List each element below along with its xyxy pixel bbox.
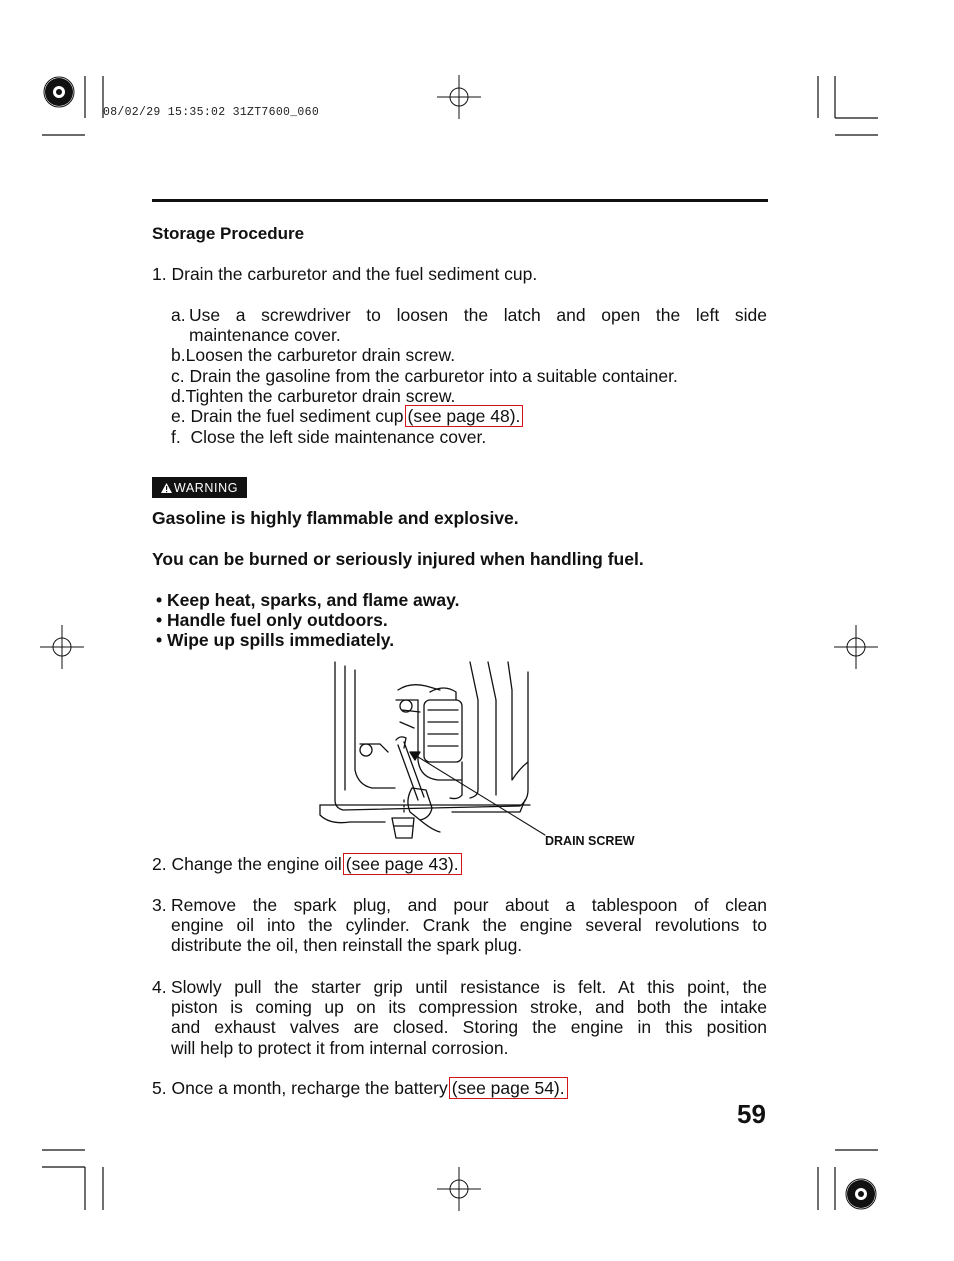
- step-number: 1.: [152, 264, 167, 284]
- see-page-48-link[interactable]: (see page 48).: [405, 405, 524, 427]
- substep-f: f. Close the left side maintenance cover.: [171, 427, 487, 447]
- step-text: Drain the carburetor and the fuel sediment cup.: [171, 264, 538, 284]
- warning-line-2: You can be burned or seriously injured when handling fuel.: [152, 549, 644, 569]
- step-3-number: 3.: [152, 895, 167, 915]
- step-4-line1: Slowly pull the starter grip until resistance is felt. At this point, the: [171, 977, 767, 997]
- warning-bullet-3: • Wipe up spills immediately.: [156, 630, 395, 650]
- see-page-54-link[interactable]: (see page 54).: [449, 1077, 568, 1099]
- print-timestamp: 08/02/29 15:35:02 31ZT7600_060: [103, 106, 320, 119]
- step-4-number: 4.: [152, 977, 167, 997]
- warning-line-1: Gasoline is highly flammable and explosive.: [152, 508, 519, 528]
- warning-badge: WARNING: [152, 477, 247, 498]
- step-3-line2: engine oil into the cylinder. Crank the engine several revolutions to: [171, 915, 767, 935]
- section-heading: Storage Procedure: [152, 224, 305, 243]
- substep-letter-a: a.: [171, 305, 186, 325]
- step-3-line1: Remove the spark plug, and pour about a tablespoon of clean: [171, 895, 767, 915]
- substep-e: e. Drain the fuel sediment cup (see page 48).: [171, 406, 523, 426]
- step-4-line2: piston is coming up on its compression stroke, and both the intake: [171, 997, 767, 1017]
- step-3-line3: distribute the oil, then reinstall the spark plug.: [171, 935, 523, 955]
- step-4-line4: will help to protect it from internal corrosion.: [171, 1038, 509, 1058]
- page-number: 59: [737, 1099, 766, 1129]
- substep-a-line2: maintenance cover.: [189, 325, 341, 345]
- step-4-line3: and exhaust valves are closed. Storing the engine in this position: [171, 1017, 767, 1037]
- substep-d: d.Tighten the carburetor drain screw.: [171, 386, 456, 406]
- step-5: 5. Once a month, recharge the battery (see page 54).: [152, 1078, 568, 1098]
- warning-bullet-2: • Handle fuel only outdoors.: [156, 610, 388, 630]
- drain-screw-label: DRAIN SCREW: [545, 834, 635, 848]
- substep-a-line1: Use a screwdriver to loosen the latch and open the left side: [189, 305, 767, 325]
- warning-bullet-1: • Keep heat, sparks, and flame away.: [156, 590, 460, 610]
- see-page-43-link[interactable]: (see page 43).: [343, 853, 462, 875]
- substep-b: b.Loosen the carburetor drain screw.: [171, 345, 456, 365]
- substep-c: c. Drain the gasoline from the carburetor into a suitable container.: [171, 366, 678, 386]
- step-2: 2. Change the engine oil (see page 43).: [152, 854, 462, 874]
